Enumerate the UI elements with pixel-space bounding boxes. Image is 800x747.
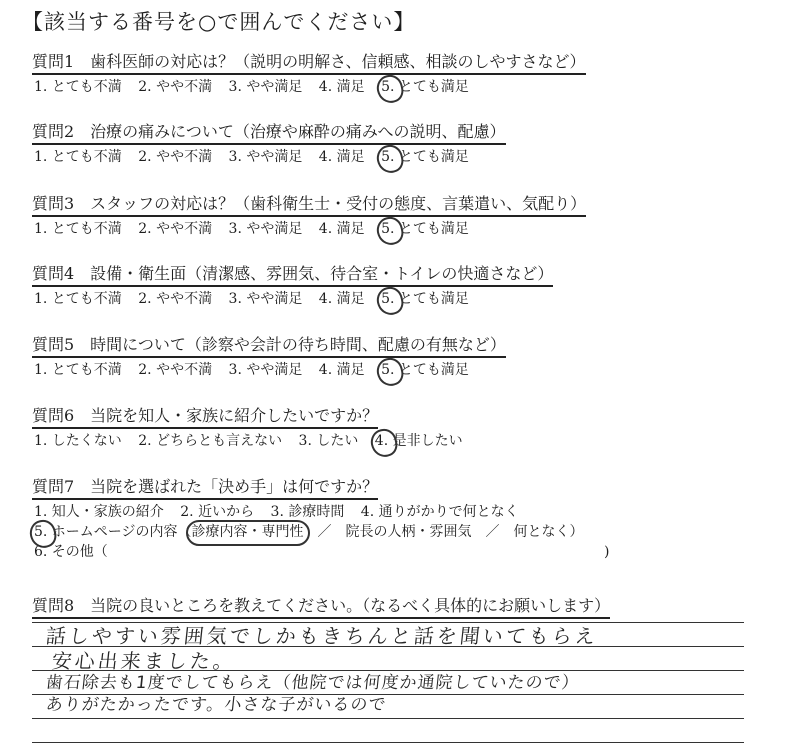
answer-options <box>34 432 772 450</box>
question-title: 質問4 設備・衛生面（清潔感、雰囲気、待合室・トイレの快適さなど） <box>32 264 553 287</box>
option-3[interactable]: 3. 診療時間 <box>270 504 345 520</box>
handwritten-line-3: 歯石除去も1度でしてもらえ（他院では何度か通院していたので） <box>44 673 581 693</box>
answer-options <box>34 220 772 238</box>
option-1[interactable]: 1. とても不満 <box>34 79 122 95</box>
option-1[interactable]: 1. したくない <box>34 433 122 449</box>
option-4[interactable]: 4. 満足 <box>318 149 365 165</box>
option-2[interactable]: 2. どちらとも言えない <box>138 433 283 449</box>
option-1[interactable]: 1. とても不満 <box>34 291 122 307</box>
handwritten-line-1: 話しやすい雰囲気でしかもきちんと話を聞いてもらえ <box>44 624 600 648</box>
question-title: 質問7 当院を選ばれた「決め手」は何ですか？ <box>32 477 378 500</box>
option-4[interactable]: 4. 満足 <box>318 79 365 95</box>
option-5-selected[interactable]: 5. とても満足 <box>381 221 469 237</box>
question-1 <box>32 52 772 96</box>
option-3[interactable]: 3. したい <box>298 433 359 449</box>
answer-options <box>34 78 772 96</box>
option-4[interactable]: 4. 満足 <box>318 362 365 378</box>
answer-options <box>34 148 772 166</box>
option-2[interactable]: 2. やや不満 <box>138 79 213 95</box>
handwritten-line-2: 安心出来ました。 <box>50 649 238 673</box>
option-4[interactable]: 4. 満足 <box>318 221 365 237</box>
option-5-selected[interactable]: 5. とても満足 <box>381 79 469 95</box>
option-3[interactable]: 3. やや満足 <box>228 362 303 378</box>
option-3[interactable]: 3. やや満足 <box>228 291 303 307</box>
option-2[interactable]: 2. やや不満 <box>138 291 213 307</box>
option-5-prefix: 5. ホームページの内容（ <box>34 524 192 540</box>
options-row-3 <box>34 543 772 561</box>
answer-options <box>34 503 772 561</box>
rule-line <box>32 742 744 743</box>
circled-sub-option[interactable]: 診療内容・専門性 <box>191 524 304 540</box>
option-1[interactable]: 1. 知人・家族の紹介 <box>34 504 164 520</box>
option-4[interactable]: 4. 通りがかりで何となく <box>360 504 519 520</box>
option-5-selected[interactable] <box>34 523 192 541</box>
question-title: 質問3 スタッフの対応は？（歯科衛生士・受付の態度、言葉遣い、気配り） <box>32 194 586 217</box>
question-title: 質問6 当院を知人・家族に紹介したいですか？ <box>32 406 378 429</box>
question-2 <box>32 122 772 166</box>
option-3[interactable]: 3. やや満足 <box>228 221 303 237</box>
option-6-close-paren: ) <box>604 544 610 560</box>
option-1[interactable]: 1. とても不満 <box>34 362 122 378</box>
option-4-selected[interactable]: 4. 是非したい <box>374 433 463 449</box>
option-2[interactable]: 2. やや不満 <box>138 221 213 237</box>
option-4[interactable]: 4. 満足 <box>318 291 365 307</box>
option-2[interactable]: 2. やや不満 <box>138 149 213 165</box>
option-6[interactable]: 6. その他（ <box>34 544 108 560</box>
question-title: 質問5 時間について（診察や会計の待ち時間、配慮の有無など） <box>32 335 506 358</box>
option-2[interactable]: 2. 近いから <box>180 504 255 520</box>
question-5 <box>32 335 772 379</box>
option-1[interactable]: 1. とても不満 <box>34 221 122 237</box>
question-title: 質問1 歯科医師の対応は？（説明の明解さ、信頼感、相談のしやすさなど） <box>32 52 586 75</box>
options-row-1 <box>34 503 772 521</box>
answer-options <box>34 290 772 308</box>
option-1[interactable]: 1. とても不満 <box>34 149 122 165</box>
option-5-selected[interactable]: 5. とても満足 <box>381 362 469 378</box>
handwritten-line-4: ありがたかったです。小さな子がいるので <box>44 695 388 715</box>
option-5-selected[interactable]: 5. とても満足 <box>381 149 469 165</box>
option-3[interactable]: 3. やや満足 <box>228 149 303 165</box>
option-5-rest: ／ 院長の人柄・雰囲気 ／ 何となく） <box>317 524 584 540</box>
question-7 <box>32 477 772 563</box>
option-3[interactable]: 3. やや満足 <box>228 79 303 95</box>
question-6 <box>32 406 772 450</box>
rule-line <box>32 718 744 719</box>
option-5-selected[interactable]: 5. とても満足 <box>381 291 469 307</box>
question-title: 質問2 治療の痛みについて（治療や麻酔の痛みへの説明、配慮） <box>32 122 506 145</box>
instruction-header: 【該当する番号を○で囲んでください】 <box>22 10 416 34</box>
question-4 <box>32 264 772 308</box>
question-3 <box>32 194 772 238</box>
option-2[interactable]: 2. やや不満 <box>138 362 213 378</box>
answer-options <box>34 361 772 379</box>
question-8 <box>32 596 772 619</box>
options-row-2 <box>34 523 772 541</box>
question-title: 質問8 当院の良いところを教えてください。（なるべく具体的にお願いします） <box>32 596 610 619</box>
